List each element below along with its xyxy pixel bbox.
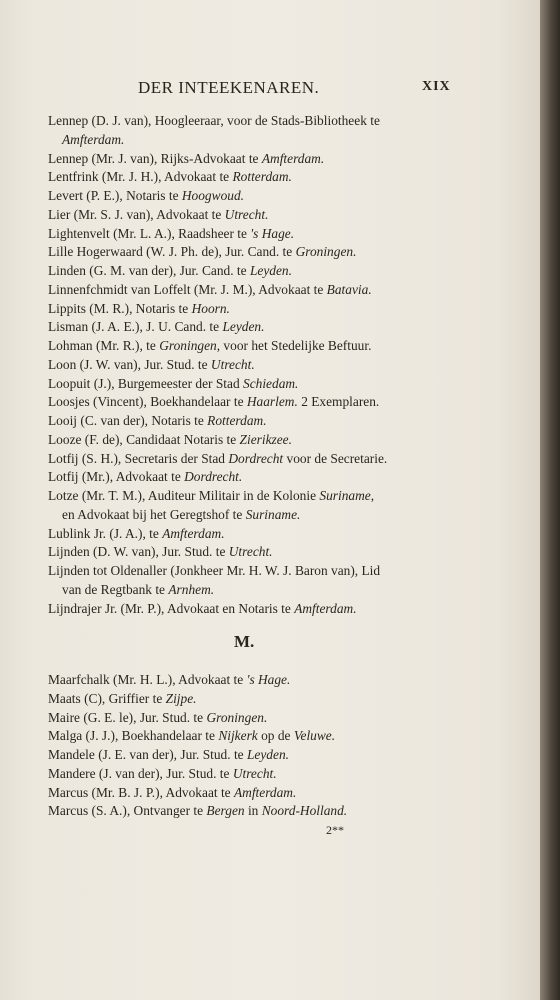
- place-name: Nijkerk: [218, 728, 258, 744]
- place-name: Hoorn.: [191, 300, 230, 316]
- place-name: Dordrecht: [228, 450, 284, 466]
- entry-text: 2 Exemplaren.: [297, 394, 380, 410]
- entry-line: [48, 357, 468, 373]
- entry-line: [48, 728, 468, 744]
- entry-line: [62, 507, 482, 523]
- entry-text: Loopuit (J.), Burgemeester der Stad: [48, 375, 243, 391]
- section-heading: M.: [234, 632, 255, 651]
- place-name: Leyden.: [222, 319, 265, 335]
- entry-line: [62, 582, 482, 598]
- entry-line: [48, 244, 468, 260]
- entry-text: Loosjes (Vincent), Boekhandelaar te: [48, 394, 247, 410]
- entry-text: van de Regtbank te: [62, 581, 169, 597]
- entry-text: Lijndrajer Jr. (Mr. P.), Advokaat en Notaris te: [48, 600, 295, 616]
- entry-line: [48, 469, 468, 485]
- place-name: Zierikzee.: [239, 431, 292, 447]
- entry-text: Marcus (S. A.), Ontvanger te: [48, 803, 207, 819]
- entry-text: Loon (J. W. van), Jur. Stud. te: [48, 356, 211, 372]
- place-name: Groningen.: [206, 709, 268, 725]
- entry-text: Levert (P. E.), Notaris te: [48, 188, 182, 203]
- page-title: DER INTEEKENAREN.: [138, 78, 320, 97]
- place-name: 's Hage.: [250, 225, 295, 241]
- place-name: Noord-Holland.: [261, 803, 348, 819]
- entry-line: [48, 803, 468, 819]
- entry-text: , voor het Stedelijke Beftuur.: [216, 338, 372, 353]
- entry-text: Maire (G. E. le), Jur. Stud. te: [48, 709, 207, 725]
- entry-text: Lentfrink (Mr. J. H.), Advokaat te: [48, 169, 233, 185]
- entry-line: [48, 526, 468, 542]
- entry-text: Lier (Mr. S. J. van), Advokaat te: [48, 206, 225, 222]
- place-name: Utrecht.: [228, 544, 273, 560]
- entry-text: Lijnden tot Oldenaller (Jonkheer Mr. H. W. J. Baron van), Lid: [48, 563, 381, 578]
- entry-text: Malga (J. J.), Boekhandelaar te: [48, 728, 219, 744]
- entry-text: Looze (F. de), Candidaat Notaris te: [48, 431, 240, 447]
- entry-text: Lennep (Mr. J. van), Rijks-Advokaat te: [48, 150, 262, 166]
- entry-text: op de: [257, 728, 294, 744]
- entry-text: Linden (G. M. van der), Jur. Cand. te: [48, 263, 250, 278]
- entry-text: Lotfij (Mr.), Advokaat te: [48, 469, 185, 485]
- place-name: Rotterdam.: [232, 169, 292, 185]
- place-name: Hoogwoud.: [181, 188, 244, 203]
- entry-line: [48, 432, 468, 448]
- place-name: Batavia.: [326, 281, 372, 297]
- entry-text: Mandere (J. van der), Jur. Stud. te: [48, 765, 233, 781]
- entry-line: [48, 563, 468, 579]
- place-name: Amfterdam.: [261, 150, 325, 166]
- entry-line: [48, 151, 468, 167]
- place-name: Amfterdam.: [162, 525, 225, 541]
- place-name: Utrecht.: [210, 356, 255, 372]
- entry-line: [48, 319, 468, 335]
- entry-line: [48, 785, 468, 801]
- place-name: Groningen: [159, 338, 217, 353]
- place-name: Schiedam.: [243, 375, 299, 391]
- entry-line: [48, 394, 468, 410]
- entry-line: [48, 188, 468, 204]
- entry-text: Lisman (J. A. E.), J. U. Cand. te: [48, 319, 223, 335]
- entry-text: in: [244, 803, 262, 819]
- entry-text: Lijnden (D. W. van), Jur. Stud. te: [48, 544, 229, 560]
- entry-line: [48, 207, 468, 223]
- entry-text: voor de Secretarie.: [283, 450, 388, 466]
- entry-line: [48, 766, 468, 782]
- place-name: Haarlem.: [246, 394, 298, 410]
- place-name: 's Hage.: [246, 672, 291, 687]
- entry-text: Lippits (M. R.), Notaris te: [48, 300, 192, 316]
- entry-line: [48, 691, 468, 707]
- place-name: Utrecht.: [232, 765, 277, 781]
- entry-line: [48, 338, 468, 354]
- entry-line: [48, 301, 468, 317]
- entry-text: Lotfij (S. H.), Secretaris der Stad: [48, 450, 229, 466]
- entry-line: [48, 376, 468, 392]
- book-edge: [540, 0, 560, 1000]
- entry-text: Lohman (Mr. R.), te: [48, 338, 160, 353]
- entry-line: [62, 132, 482, 148]
- entry-line: [48, 263, 468, 279]
- place-name: Leyden.: [249, 263, 292, 278]
- entry-line: [48, 544, 468, 560]
- entry-text: Looij (C. van der), Notaris te: [48, 413, 208, 428]
- entry-text: Lublink Jr. (J. A.), te: [48, 525, 163, 541]
- entry-line: [48, 226, 468, 242]
- entry-line: [48, 672, 468, 688]
- entry-text: Linnenfchmidt van Loffelt (Mr. J. M.), Advokaat te: [48, 281, 327, 297]
- entry-text: Maats (C), Griffier te: [48, 690, 166, 706]
- place-name: Suriname.: [245, 506, 301, 522]
- entry-line: [48, 710, 468, 726]
- entry-text: Lille Hogerwaard (W. J. Ph. de), Jur. Cand. te: [48, 244, 296, 260]
- entry-line: [48, 488, 468, 504]
- entry-text: Marcus (Mr. B. J. P.), Advokaat te: [48, 784, 234, 800]
- page-number: XIX: [422, 79, 451, 94]
- entry-text: ,: [370, 488, 375, 503]
- entry-text: Lightenvelt (Mr. L. A.), Raadsheer te: [48, 225, 251, 241]
- place-name: Rotterdam.: [207, 413, 267, 428]
- entry-text: en Advokaat bij het Geregtshof te: [62, 506, 246, 522]
- entry-line: [48, 747, 468, 763]
- place-name: Arnhem.: [168, 581, 215, 597]
- place-name: Amfterdam.: [62, 131, 125, 147]
- place-name: Amfterdam.: [233, 784, 297, 800]
- place-name: Dordrecht.: [184, 469, 243, 485]
- place-name: Utrecht.: [224, 206, 269, 222]
- place-name: Amfterdam.: [294, 600, 357, 616]
- signature-mark: 2**: [326, 823, 344, 837]
- entry-line: [48, 113, 468, 129]
- place-name: Bergen: [206, 803, 245, 819]
- entry-line: [48, 282, 468, 298]
- entry-line: [48, 601, 468, 617]
- place-name: Veluwe.: [293, 728, 336, 744]
- entry-line: [48, 451, 468, 467]
- entry-text: Lotze (Mr. T. M.), Auditeur Militair in de Kolonie: [48, 488, 320, 503]
- entry-line: [48, 413, 468, 429]
- entry-line: [48, 169, 468, 185]
- place-name: Zijpe.: [165, 690, 197, 706]
- entry-text: Mandele (J. E. van der), Jur. Stud. te: [48, 747, 247, 762]
- entry-text: Maarfchalk (Mr. H. L.), Advokaat te: [48, 672, 247, 687]
- place-name: Suriname: [319, 488, 371, 503]
- place-name: Groningen.: [295, 244, 357, 260]
- place-name: Leyden.: [246, 747, 289, 762]
- entry-text: Lennep (D. J. van), Hoogleeraar, voor de Stads-Bibliotheek te: [48, 113, 380, 128]
